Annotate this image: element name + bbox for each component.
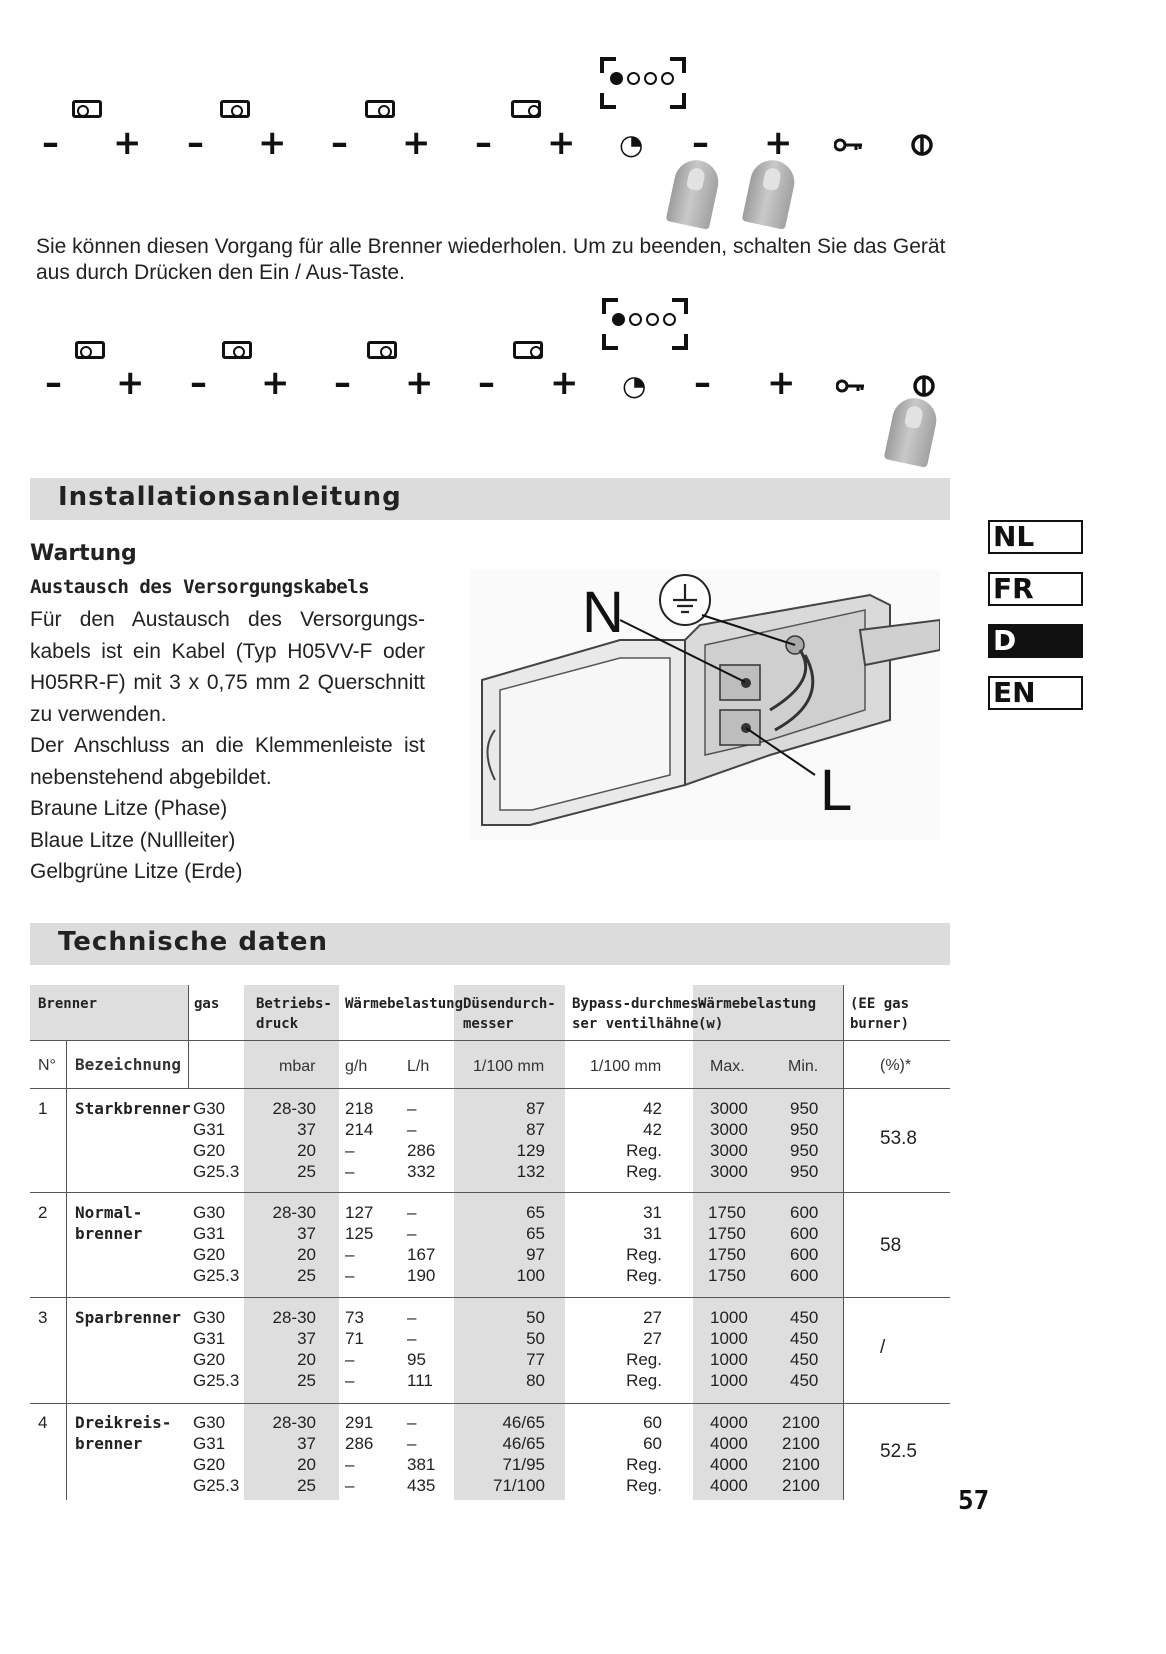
table-row-ee: 53.8 xyxy=(880,1128,917,1149)
table-row-max: 3000 3000 3000 3000 xyxy=(710,1099,748,1181)
cable-paragraph: Für den Austausch des Versorgungs-kabels ist ein Kabel (Typ H05VV-F oder H05RR-F) mit 3 x 0,75 mm 2 Querschnitt zu verwenden. xyxy=(30,608,425,726)
finger-pressing-icon xyxy=(884,394,941,468)
col-header-ee: (EE gas burner) xyxy=(850,996,910,1032)
table-row-bypass: 27 27 Reg. Reg. xyxy=(626,1308,662,1390)
plus-button[interactable]: + xyxy=(402,123,431,163)
burner-front-left-icon xyxy=(75,341,105,359)
lang-tab-nl[interactable]: NL xyxy=(988,520,1083,554)
lang-tab-d[interactable]: D xyxy=(988,624,1083,658)
table-row-nr: 1 xyxy=(38,1099,48,1118)
table-row-ee: / xyxy=(880,1337,886,1358)
table-row-min: 2100 2100 2100 2100 xyxy=(782,1413,820,1495)
col-header-gas: gas xyxy=(194,996,220,1012)
power-icon[interactable] xyxy=(912,374,936,398)
minus-button[interactable]: – xyxy=(190,363,207,403)
wire-phase-text: Braune Litze (Phase) xyxy=(30,797,228,820)
table-row-gh: 127 125 – – xyxy=(345,1203,374,1285)
table-row-gas: G30 G31 G20 G25.3 xyxy=(193,1203,240,1285)
subheader-gh: g/h xyxy=(345,1058,368,1075)
timer-plus-button[interactable]: + xyxy=(764,123,793,163)
key-icon[interactable] xyxy=(834,137,864,153)
minus-button[interactable]: – xyxy=(334,363,351,403)
table-row-name: Dreikreis- brenner xyxy=(75,1413,172,1453)
subheader-mm-duese: 1/100 mm xyxy=(473,1058,545,1075)
table-row-bypass: 31 31 Reg. Reg. xyxy=(626,1203,662,1285)
plus-button[interactable]: + xyxy=(113,123,142,163)
subheader-bezeichnung: Bezeichnung xyxy=(75,1055,181,1074)
table-row-min: 450 450 450 450 xyxy=(790,1308,819,1390)
table-row-nr: 4 xyxy=(38,1413,48,1432)
col-header-brenner: Brenner xyxy=(38,996,98,1012)
plus-button[interactable]: + xyxy=(547,123,576,163)
col-header-betriebsdruck: Betriebs- druck xyxy=(256,996,332,1032)
table-row-ee: 52.5 xyxy=(880,1441,917,1462)
austausch-subheading: Austausch des Versorgungskabels xyxy=(30,576,370,598)
table-row-druck: 28-30 37 20 25 xyxy=(272,1308,316,1390)
section-installation-header xyxy=(30,478,950,520)
minus-button[interactable]: – xyxy=(187,123,204,163)
subheader-mbar: mbar xyxy=(279,1058,316,1075)
table-row-druck: 28-30 37 20 25 xyxy=(272,1203,316,1285)
subheader-min: Min. xyxy=(788,1058,819,1075)
timer-icon[interactable]: ◔ xyxy=(619,128,644,161)
control-panel-top xyxy=(0,0,1000,225)
burner-front-left-icon xyxy=(72,100,102,118)
section-title: Technische daten xyxy=(58,927,329,957)
subheader-percent: (%)* xyxy=(880,1057,912,1074)
installation-instructions xyxy=(30,604,425,888)
subheader-mm-bypass: 1/100 mm xyxy=(590,1058,662,1075)
timer-minus-button[interactable]: – xyxy=(692,123,709,163)
table-row-bypass: 60 60 Reg. Reg. xyxy=(626,1413,662,1495)
terminal-block-diagram xyxy=(470,570,940,840)
plus-button[interactable]: + xyxy=(258,123,287,163)
table-row-gas: G30 G31 G20 G25.3 xyxy=(193,1308,240,1390)
table-row-gh: 218 214 – – xyxy=(345,1099,374,1181)
neutral-label: N xyxy=(582,580,624,645)
timer-display xyxy=(602,298,688,350)
wire-earth-text: Gelbgrüne Litze (Erde) xyxy=(30,860,243,883)
wartung-heading: Wartung xyxy=(30,541,137,566)
section-tech-header xyxy=(30,923,950,965)
table-row-nr: 3 xyxy=(38,1308,48,1327)
table-row-min: 600 600 600 600 xyxy=(790,1203,819,1285)
table-row-gas: G30 G31 G20 G25.3 xyxy=(193,1099,240,1181)
live-label: L xyxy=(820,758,853,823)
finger-pressing-icon xyxy=(666,156,723,230)
table-row-lh: – – 286 332 xyxy=(407,1099,436,1181)
key-icon[interactable] xyxy=(836,378,866,394)
burner-front-right-icon xyxy=(513,341,543,359)
table-row-druck: 28-30 37 20 25 xyxy=(272,1099,316,1181)
control-panel-bottom xyxy=(0,290,1000,470)
col-header-waermebelastung-w: Wärmebelastung (w) xyxy=(698,996,817,1032)
minus-button[interactable]: – xyxy=(45,363,62,403)
plus-button[interactable]: + xyxy=(116,363,145,403)
table-row-lh: – – 381 435 xyxy=(407,1413,436,1495)
table-row-max: 1000 1000 1000 1000 xyxy=(710,1308,748,1390)
col-header-waermebelastung: Wärmebelastung xyxy=(345,996,464,1012)
table-row-lh: – – 167 190 xyxy=(407,1203,436,1285)
table-row-duese: 65 65 97 100 xyxy=(516,1203,545,1285)
power-icon[interactable] xyxy=(910,133,934,157)
plus-button[interactable]: + xyxy=(261,363,290,403)
burner-rear-right-icon xyxy=(367,341,397,359)
page-number: 57 xyxy=(958,1486,990,1516)
timer-minus-button[interactable]: – xyxy=(694,363,711,403)
wire-neutral-text: Blaue Litze (Nullleiter) xyxy=(30,828,236,852)
table-row-min: 950 950 950 950 xyxy=(790,1099,819,1181)
plus-button[interactable]: + xyxy=(550,363,579,403)
table-row-gh: 291 286 – – xyxy=(345,1413,374,1495)
col-header-bypass: Bypass-durchmes- ser ventilhähne xyxy=(572,996,707,1032)
plus-button[interactable]: + xyxy=(405,363,434,403)
timer-icon[interactable]: ◔ xyxy=(622,369,647,402)
table-row-name: Starkbrenner xyxy=(75,1099,191,1118)
table-row-bypass: 42 42 Reg. Reg. xyxy=(626,1099,662,1181)
instruction-text: Sie können diesen Vorgang für alle Brenner wiederholen. Um zu beenden, schalten Sie das Gerät aus durch Drücken den Ein / Aus-Taste. xyxy=(36,235,946,284)
table-row-lh: – – 95 111 xyxy=(407,1308,433,1390)
burner-rear-left-icon xyxy=(222,341,252,359)
table-row-max: 4000 4000 4000 4000 xyxy=(710,1413,748,1495)
terminal-text: Der Anschluss an die Klemmenleiste ist nebenstehend abgebildet. xyxy=(30,734,425,789)
table-row-duese: 87 87 129 132 xyxy=(516,1099,545,1181)
burner-rear-left-icon xyxy=(220,100,250,118)
table-row-ee: 58 xyxy=(880,1235,902,1256)
table-row-duese: 50 50 77 80 xyxy=(526,1308,545,1390)
table-row-name: Normal- brenner xyxy=(75,1203,143,1243)
table-row-druck: 28-30 37 20 25 xyxy=(272,1413,316,1495)
col-header-duesen: Düsendurch- messer xyxy=(463,996,556,1032)
table-row-max: 1750 1750 1750 1750 xyxy=(708,1203,746,1285)
burner-rear-right-icon xyxy=(365,100,395,118)
minus-button[interactable]: – xyxy=(331,123,348,163)
subheader-max: Max. xyxy=(710,1058,745,1075)
table-row-nr: 2 xyxy=(38,1203,48,1222)
table-row-gh: 73 71 – – xyxy=(345,1308,364,1390)
subheader-nr: N° xyxy=(38,1057,56,1074)
finger-pressing-icon xyxy=(742,156,799,230)
minus-button[interactable]: – xyxy=(478,363,495,403)
timer-plus-button[interactable]: + xyxy=(767,363,796,403)
burner-front-right-icon xyxy=(511,100,541,118)
table-row-gas: G30 G31 G20 G25.3 xyxy=(193,1413,240,1495)
section-title: Installationsanleitung xyxy=(58,482,402,512)
minus-button[interactable]: – xyxy=(42,123,59,163)
table-row-duese: 46/65 46/65 71/95 71/100 xyxy=(493,1413,545,1495)
minus-button[interactable]: – xyxy=(475,123,492,163)
subheader-lh: L/h xyxy=(407,1058,430,1075)
lang-tab-en[interactable]: EN xyxy=(988,676,1083,710)
lang-tab-fr[interactable]: FR xyxy=(988,572,1083,606)
table-row-name: Sparbrenner xyxy=(75,1308,181,1327)
timer-display xyxy=(600,57,686,109)
